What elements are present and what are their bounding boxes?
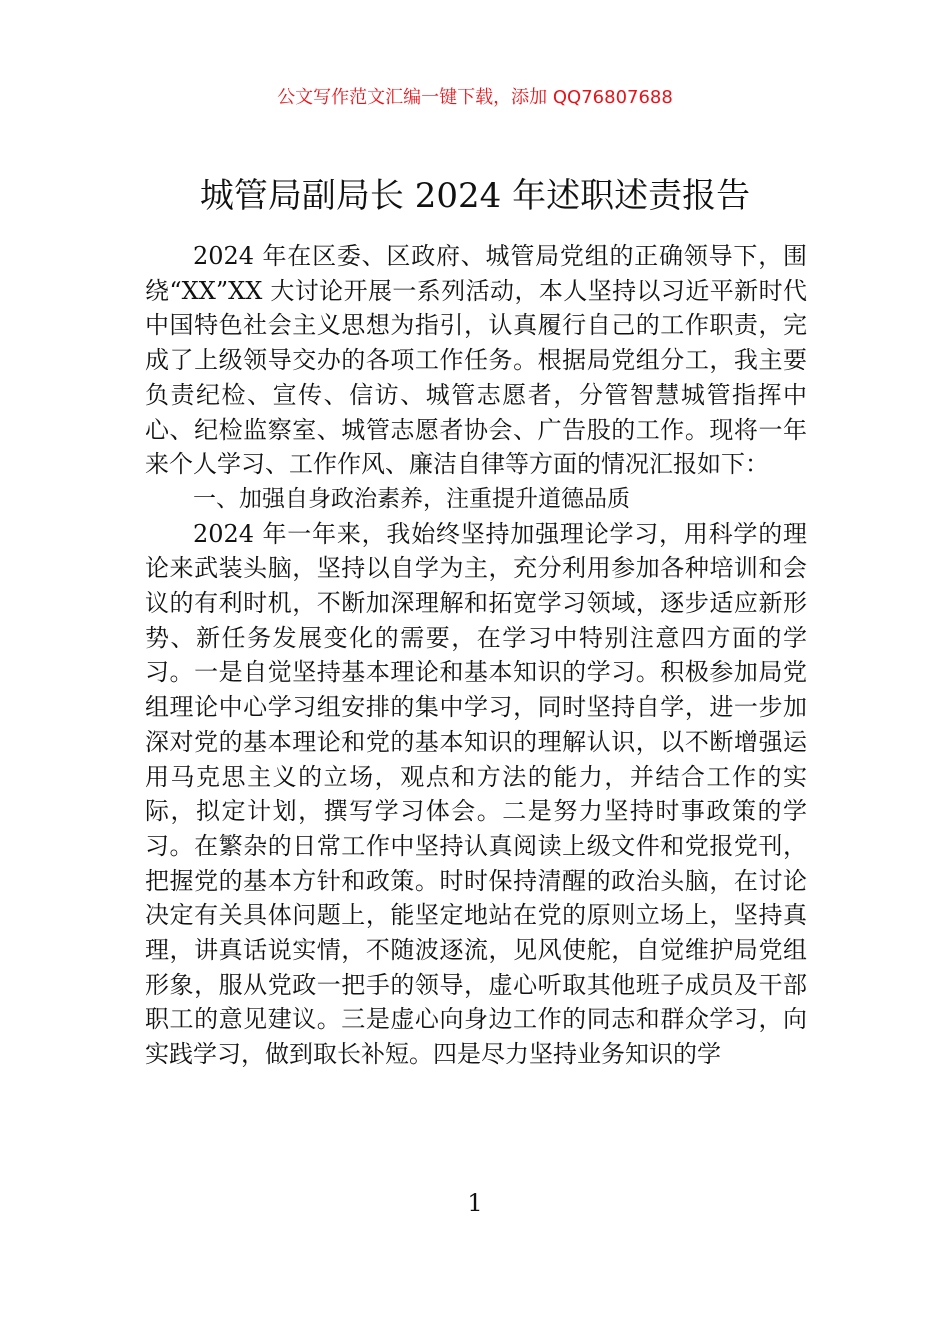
document-body bbox=[145, 239, 807, 1072]
section-heading: 一、加强自身政治素养，注重提升道德品质 bbox=[193, 485, 630, 512]
download-banner: 公文写作范文汇编一键下载，添加 QQ76807688 bbox=[277, 87, 673, 108]
page-number: 1 bbox=[467, 1189, 483, 1217]
body-paragraph: 2024 年一年来，我始终坚持加强理论学习，用科学的理论来武装头脑，坚持以自学为主，充分利用参加各种培训和会议的有利时机，不断加深理解和拓宽学习领域，逐步适应新形势、新任务发展变化的需要，在学习中特别注意四方面的学习。一是自觉坚持基本理论和基本知识的学习。积极参加局党组理论中心学习组安排的集中学习，同时坚持自学，进一步加深对党的基本理论和党的基本知识的理解认识，以不断增强运用马克思主义的立场，观点和方法的能力，并结合工作的实际，拟定计划，撰写学习体会。二是努力坚持时事政策的学习。在繁杂的日常工作中坚持认真阅读上级文件和党报党刊，把握党的基本方针和政策。时时保持清醒的政治头脑，在讨论决定有关具体问题上，能坚定地站在党的原则立场上，坚持真理，讲真话说实情，不随波逐流，见风使舵，自觉维护局党组形象，服从党政一把手的领导，虚心听取其他班子成员及干部职工的意见建议。三是虚心向身边工作的同志和群众学习，向实践学习，做到取长补短。四是尽力坚持业务知识的学 bbox=[145, 519, 807, 1069]
intro-paragraph: 2024 年在区委、区政府、城管局党组的正确领导下，围绕“XX”XX 大讨论开展一系列活动，本人坚持以习近平新时代中国特色社会主义思想为指引，认真履行自己的工作职责，完成了上级领导交办的各项工作任务。根据局党组分工，我主要负责纪检、宣传、信访、城管志愿者，分管智慧城管指挥中心、纪检监察室、城管志愿者协会、广告股的工作。现将一年来个人学习、工作作风、廉洁自律等方面的情况汇报如下： bbox=[145, 242, 807, 479]
document-title: 城管局副局长 2024 年述职述责报告 bbox=[199, 176, 751, 216]
